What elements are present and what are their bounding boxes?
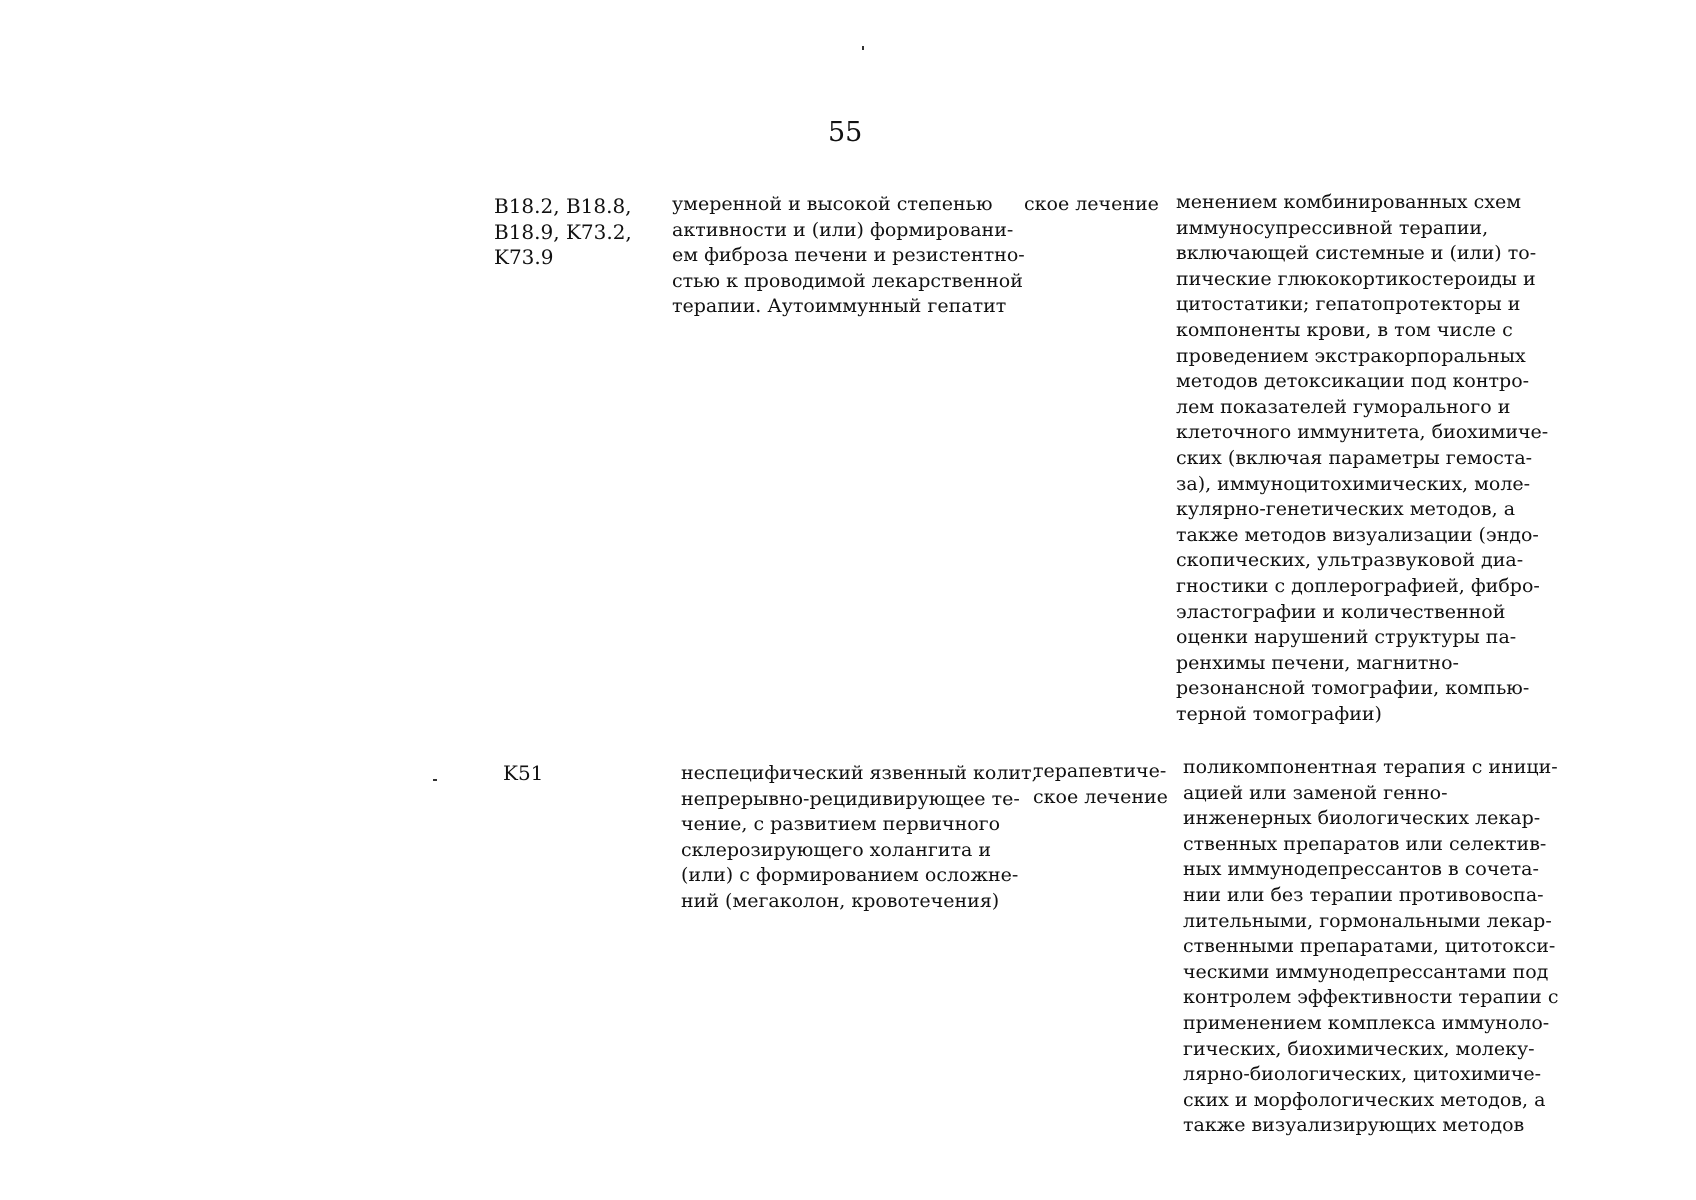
scan-speck [862, 46, 864, 50]
text-line: умеренной и высокой степенью [672, 193, 993, 215]
text-line: ственных препаратов или селектив- [1183, 832, 1547, 855]
text-line: ских и морфологических методов, а [1183, 1088, 1546, 1111]
patient-model-cell [681, 761, 1038, 915]
text-line: ское лечение [1033, 785, 1168, 808]
text-line: гических, биохимических, молеку- [1183, 1037, 1535, 1060]
text-line: гностики с доплерографией, фибро- [1176, 574, 1540, 597]
text-line: менением комбинированных схем [1176, 191, 1522, 213]
text-line: ских (включая параметры гемоста- [1176, 446, 1533, 469]
text-line: поликомпонентная терапия с иници- [1183, 756, 1558, 778]
treatment-type-cell [1024, 192, 1159, 218]
text-line: ний (мегаколон, кровотечения) [681, 889, 1000, 912]
patient-model-cell [672, 192, 1025, 320]
text-line: также визуализирующих методов [1183, 1114, 1525, 1137]
treatment-type-cell [1033, 759, 1168, 810]
text-line: оценки нарушений структуры па- [1176, 626, 1517, 649]
text-line: ацией или заменой генно- [1183, 781, 1448, 804]
text-line: терной томографии) [1176, 702, 1382, 725]
text-line: также методов визуализации (эндо- [1176, 523, 1539, 546]
text-line: ных иммунодепрессантов в сочета- [1183, 858, 1539, 881]
text-line: лярно-биологических, цитохимиче- [1183, 1063, 1542, 1086]
text-line: непрерывно-рецидивирующее те- [681, 787, 1020, 810]
text-line: резонансной томографии, компью- [1176, 677, 1530, 700]
text-line: чение, с развитием первичного [681, 813, 1001, 836]
treatment-method-cell [1176, 190, 1548, 727]
text-line: стью к проводимой лекарственной [672, 269, 1023, 292]
diagnosis-codes-cell [503, 761, 543, 787]
text-line: K51 [503, 761, 544, 785]
scan-speck [433, 779, 437, 781]
text-line: цитостатики; гепатопротекторы и [1176, 293, 1521, 316]
text-line: клеточного иммунитета, биохимиче- [1176, 421, 1549, 444]
text-line: нии или без терапии противовоспа- [1183, 883, 1544, 906]
text-line: B18.9, K73.2, [494, 219, 632, 244]
text-line: ское лечение [1024, 193, 1159, 215]
text-line: ем фиброза печени и резистентно- [672, 244, 1025, 267]
diagnosis-codes-cell [494, 194, 632, 271]
text-line: ственными препаратами, цитотокси- [1183, 935, 1556, 958]
text-line: склерозирующего холангита и [681, 838, 992, 861]
text-line: K73.9 [494, 245, 554, 270]
text-line: активности и (или) формировани- [672, 218, 1014, 241]
text-line: контролем эффективности терапии с [1183, 986, 1559, 1009]
text-line: лем показателей гуморального и [1176, 395, 1511, 418]
text-line: эластографии и количественной [1176, 600, 1506, 623]
treatment-method-cell [1183, 755, 1558, 1139]
text-line: применением комплекса иммуноло- [1183, 1011, 1550, 1034]
text-line: методов детоксикации под контро- [1176, 370, 1530, 393]
text-line: проведением экстракорпоральных [1176, 344, 1526, 367]
text-line: неспецифический язвенный колит, [681, 762, 1038, 784]
text-line: за), иммуноцитохимических, моле- [1176, 472, 1531, 495]
text-line: пические глюкокортикостероиды и [1176, 267, 1536, 290]
text-line: компоненты крови, в том числе с [1176, 318, 1513, 341]
text-line: (или) с формированием осложне- [681, 864, 1019, 887]
text-line: кулярно-генетических методов, а [1176, 498, 1516, 521]
text-line: включающей системные и (или) то- [1176, 242, 1537, 265]
text-line: инженерных биологических лекар- [1183, 807, 1541, 830]
text-line: скопических, ультразвуковой диа- [1176, 549, 1524, 572]
text-line: ческими иммунодепрессантами под [1183, 960, 1549, 983]
text-line: ренхимы печени, магнитно- [1176, 651, 1459, 674]
text-line: терапевтиче- [1033, 760, 1167, 782]
text-line: иммуносупрессивной терапии, [1176, 216, 1489, 239]
page-number: 55 [828, 117, 863, 148]
text-line: терапии. Аутоиммунный гепатит [672, 295, 1007, 318]
text-line: B18.2, B18.8, [494, 194, 632, 218]
text-line: лительными, гормональными лекар- [1183, 909, 1552, 932]
